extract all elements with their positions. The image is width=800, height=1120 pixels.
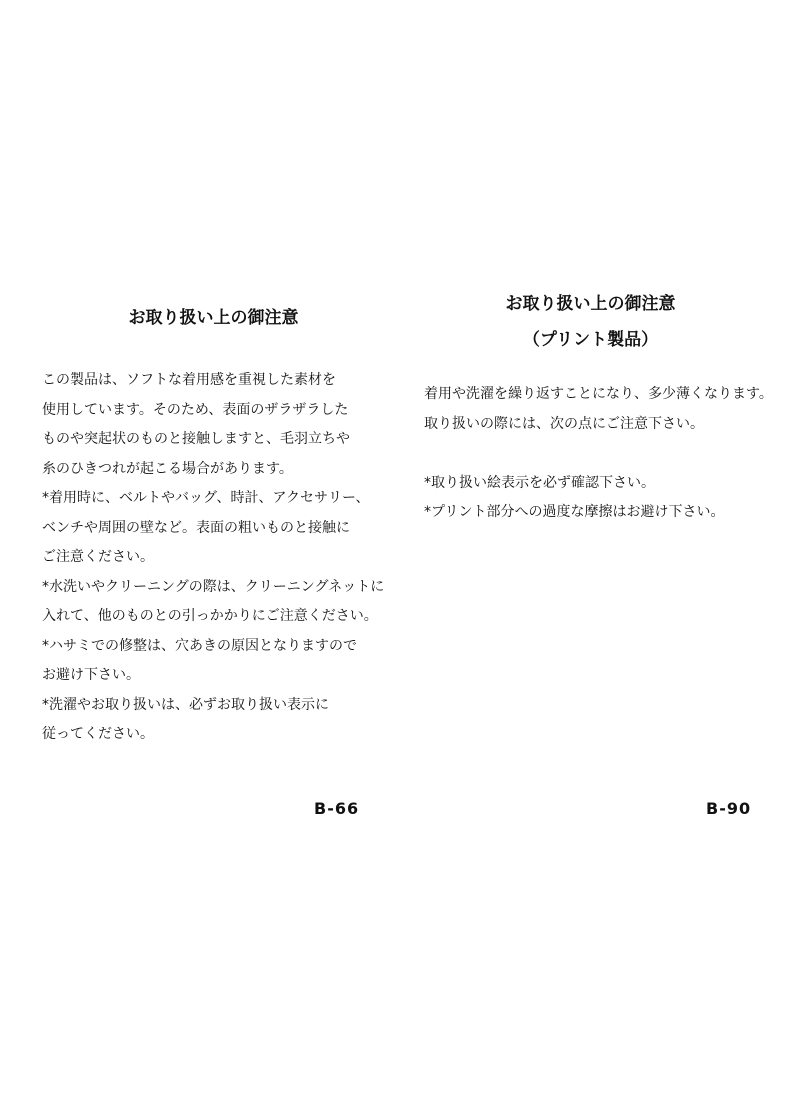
card-body (418, 380, 773, 528)
body-line: *プリント部分への過度な摩擦はお避け下さい。 (424, 504, 725, 520)
body-line: この製品は、ソフトな着用感を重視した素材を (42, 372, 336, 388)
card-title-line: お取り扱い上の御注意 (505, 294, 676, 314)
body-line: 糸のひきつれが起こる場合があります。 (42, 460, 293, 477)
card-body (36, 366, 385, 750)
care-label-b66 (36, 300, 385, 750)
care-label-b90 (418, 286, 773, 528)
body-line: *ハサミでの修整は、穴あきの原因となりますので (42, 637, 357, 654)
body-line: お避け下さい。 (42, 667, 140, 683)
body-line: ベンチや周囲の壁など。表面の粗いものと接触に (42, 519, 350, 536)
product-code: B-66 (314, 799, 360, 818)
body-line: *水洗いやクリーニングの際は、クリーニングネットに (42, 578, 385, 595)
card-title-line: お取り扱い上の御注意 (128, 308, 299, 328)
body-line: 入れて、他のものとの引っかかりにご注意ください。 (42, 608, 378, 624)
body-line: *着用時に、ベルトやバッグ、時計、アクセサリー、 (42, 490, 370, 506)
card-title (46, 300, 381, 336)
body-line: *洗濯やお取り扱いは、必ずお取り扱い表示に (42, 696, 329, 713)
body-line: 着用や洗濯を繰り返すことになり、多少薄くなります。 (424, 386, 773, 402)
body-line: 従ってください。 (42, 726, 154, 742)
body-line: ものや突起状のものと接触しますと、毛羽立ちや (42, 431, 350, 447)
body-line: ご注意ください。 (42, 549, 154, 565)
body-line: *取り扱い絵表示を必ず確認下さい。 (424, 474, 655, 491)
product-code: B-90 (706, 799, 752, 818)
card-title (418, 286, 763, 358)
body-line: 取り扱いの際には、次の点にご注意下さい。 (424, 415, 704, 432)
card-subtitle-line: （プリント製品） (522, 330, 659, 350)
body-line: 使用しています。そのため、表面のザラザラした (42, 401, 349, 418)
blank-line (418, 439, 763, 469)
